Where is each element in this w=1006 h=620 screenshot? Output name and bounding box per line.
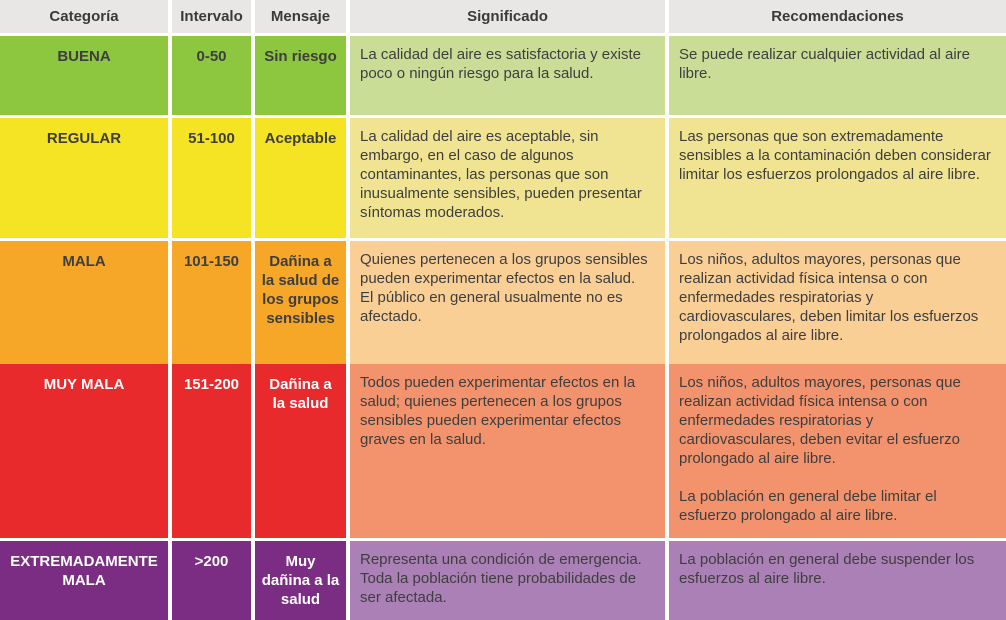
category-cell: BUENA: [0, 36, 168, 115]
interval-cell: 0-50: [172, 36, 251, 115]
meaning-text: Quienes pertenecen a los grupos sensibles pueden experimentar efectos en la salud. El público en general usualmente no es afectado.: [360, 251, 648, 325]
recommendation-cell: [669, 541, 1006, 620]
category-cell: EXTREMADAMENTE MALA: [0, 541, 168, 620]
table-row-muy-mala: [0, 364, 1006, 538]
meaning-cell: [350, 118, 665, 238]
header-cell-mensaje: Mensaje: [255, 0, 346, 33]
interval-cell: 51-100: [172, 118, 251, 238]
table-row-mala: [0, 241, 1006, 361]
message-cell: Muy dañina a la salud: [255, 541, 346, 620]
category-cell: MUY MALA: [0, 364, 168, 538]
meaning-text: Representa una condición de emergencia. Toda la población tiene probabilidades de ser afectada.: [360, 551, 642, 606]
header-cell-recomendaciones: Recomendaciones: [669, 0, 1006, 33]
header-cell-intervalo: Intervalo: [172, 0, 251, 33]
header-cell-significado: Significado: [350, 0, 665, 33]
message-cell: Sin riesgo: [255, 36, 346, 115]
meaning-cell: [350, 541, 665, 620]
interval-cell: >200: [172, 541, 251, 620]
message-cell: Dañina a la salud: [255, 364, 346, 538]
recommendation-text: Se puede realizar cualquier actividad al aire libre.: [679, 46, 971, 82]
meaning-text: La calidad del aire es satisfactoria y existe poco o ningún riesgo para la salud.: [360, 46, 641, 82]
message-cell: Dañina a la salud de los grupos sensibles: [255, 241, 346, 370]
recommendation-text-2: La población en general debe limitar el esfuerzo prolongado al aire libre.: [679, 488, 937, 524]
meaning-cell: [350, 36, 665, 115]
meaning-text: La calidad del aire es aceptable, sin embargo, en el caso de algunos contaminantes, las personas que son inusualmente sensibles, pueden presentar síntomas moderados.: [360, 128, 642, 221]
recommendation-cell: [669, 36, 1006, 115]
table-row-buena: [0, 36, 1006, 115]
recommendation-text: Las personas que son extremadamente sensibles a la contaminación deben considerar limitar los esfuerzos prolongados al aire libre.: [679, 128, 991, 183]
interval-cell: 101-150: [172, 241, 251, 370]
table-row-regular: [0, 118, 1006, 238]
recommendation-cell: [669, 241, 1006, 370]
header-cell-categoria: Categoría: [0, 0, 168, 33]
table-header-row: [0, 0, 1006, 33]
meaning-cell: [350, 241, 665, 370]
recommendation-text: Los niños, adultos mayores, personas que realizan actividad física intensa o con enfermedades respiratorias y cardiovasculares, deben limitar los esfuerzos prolongados al aire libre.: [679, 251, 979, 344]
category-cell: REGULAR: [0, 118, 168, 238]
recommendation-text: La población en general debe suspender los esfuerzos al aire libre.: [679, 551, 975, 587]
recommendation-cell: [669, 364, 1006, 538]
meaning-text: Todos pueden experimentar efectos en la salud; quienes pertenecen a los grupos sensibles pueden experimentar efectos graves en la salud.: [360, 374, 636, 448]
table-row-extremadamente-mala: [0, 541, 1006, 620]
recommendation-text: Los niños, adultos mayores, personas que realizan actividad física intensa o con enfermedades respiratorias y cardiovasculares, deben evitar el esfuerzo prolongado al aire libre.: [679, 374, 961, 467]
interval-cell: 151-200: [172, 364, 251, 538]
category-cell: MALA: [0, 241, 168, 370]
meaning-cell: [350, 364, 665, 538]
recommendation-cell: [669, 118, 1006, 238]
message-cell: Aceptable: [255, 118, 346, 238]
